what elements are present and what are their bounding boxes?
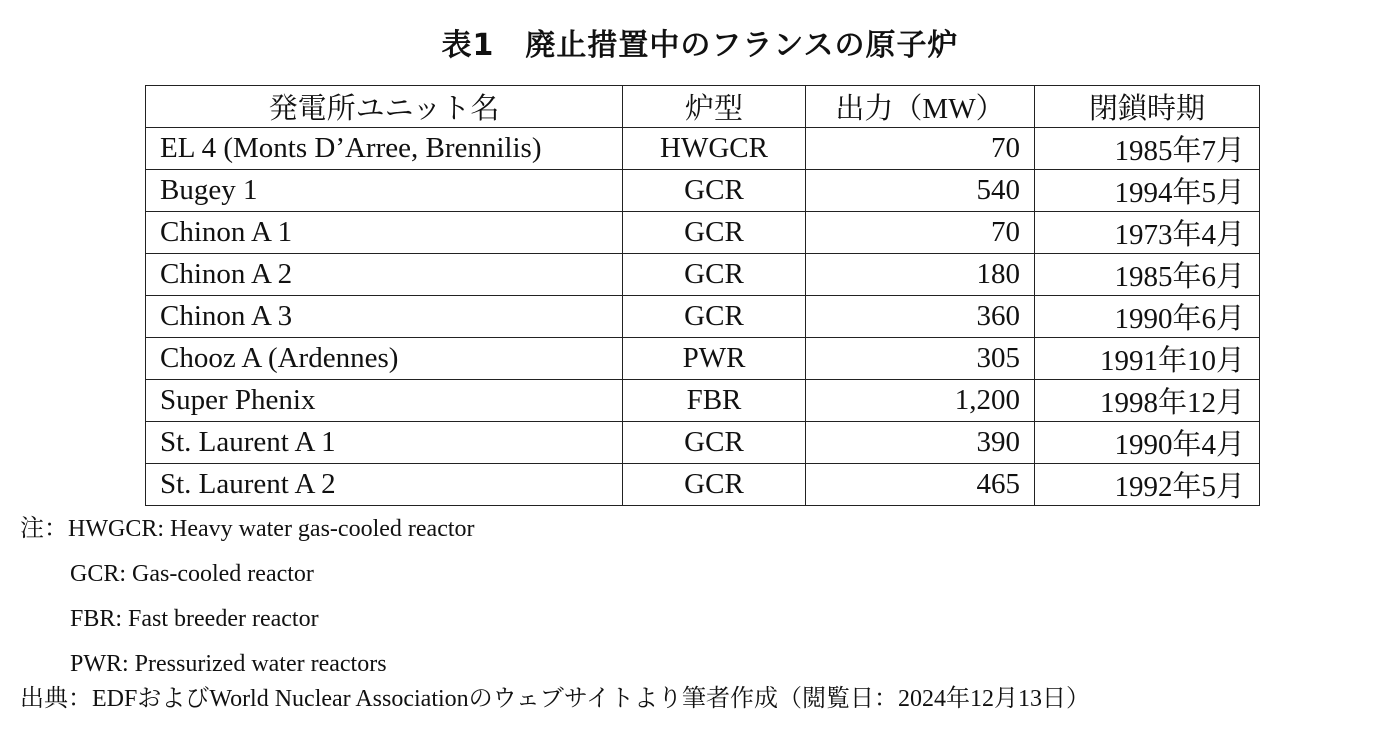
cell-reactor-type: PWR: [623, 338, 806, 380]
cell-output: 540: [806, 170, 1035, 212]
table-row: [146, 296, 1260, 338]
cell-reactor-type: GCR: [623, 254, 806, 296]
cell-reactor-type: HWGCR: [623, 128, 806, 170]
cell-output: 390: [806, 422, 1035, 464]
header-plant-unit: 発電所ユニット名: [146, 86, 623, 128]
table-notes: [20, 507, 475, 687]
note-text: PWR: Pressurized water reactors: [70, 651, 387, 677]
cell-shutdown-date: 1985年7月: [1035, 128, 1260, 170]
cell-output: 70: [806, 212, 1035, 254]
cell-unit-name: Chooz A (Ardennes): [146, 338, 623, 380]
table-row: [146, 380, 1260, 422]
cell-reactor-type: FBR: [623, 380, 806, 422]
header-shutdown-date: 閉鎖時期: [1035, 86, 1260, 128]
cell-reactor-type: GCR: [623, 422, 806, 464]
cell-unit-name: Chinon A 1: [146, 212, 623, 254]
cell-unit-name: St. Laurent A 2: [146, 464, 623, 506]
cell-output: 360: [806, 296, 1035, 338]
table-row: [146, 338, 1260, 380]
table-row: [146, 128, 1260, 170]
cell-output: 465: [806, 464, 1035, 506]
cell-shutdown-date: 1990年6月: [1035, 296, 1260, 338]
cell-shutdown-date: 1998年12月: [1035, 380, 1260, 422]
table-row: [146, 422, 1260, 464]
cell-output: 180: [806, 254, 1035, 296]
cell-shutdown-date: 1994年5月: [1035, 170, 1260, 212]
note-text: FBR: Fast breeder reactor: [70, 606, 319, 632]
notes-prefix: 注：: [20, 516, 68, 542]
cell-unit-name: Bugey 1: [146, 170, 623, 212]
cell-output: 70: [806, 128, 1035, 170]
cell-shutdown-date: 1992年5月: [1035, 464, 1260, 506]
cell-unit-name: St. Laurent A 1: [146, 422, 623, 464]
note-item: [20, 597, 475, 642]
cell-unit-name: Chinon A 2: [146, 254, 623, 296]
table-title: 表1 廃止措置中のフランスの原子炉: [441, 28, 959, 63]
header-reactor-type: 炉型: [623, 86, 806, 128]
table-row: [146, 170, 1260, 212]
note-item: [20, 552, 475, 597]
note-text: HWGCR: Heavy water gas-cooled reactor: [68, 516, 475, 542]
cell-shutdown-date: 1990年4月: [1035, 422, 1260, 464]
table-row: [146, 254, 1260, 296]
note-item: [20, 507, 475, 552]
cell-reactor-type: GCR: [623, 296, 806, 338]
cell-unit-name: Super Phenix: [146, 380, 623, 422]
header-output: 出力（MW）: [806, 86, 1035, 128]
cell-shutdown-date: 1973年4月: [1035, 212, 1260, 254]
cell-shutdown-date: 1985年6月: [1035, 254, 1260, 296]
cell-reactor-type: GCR: [623, 212, 806, 254]
cell-output: 305: [806, 338, 1035, 380]
cell-shutdown-date: 1991年10月: [1035, 338, 1260, 380]
table-row: [146, 464, 1260, 506]
cell-reactor-type: GCR: [623, 170, 806, 212]
reactor-table: [145, 85, 1260, 506]
table-header-row: [146, 86, 1260, 128]
note-text: GCR: Gas-cooled reactor: [70, 561, 314, 587]
cell-unit-name: EL 4 (Monts D’Arree, Brennilis): [146, 128, 623, 170]
source-citation: 出典：EDFおよびWorld Nuclear Associationのウェブサイトより筆者作成（閲覧日：2024年12月13日）: [20, 686, 1091, 712]
cell-unit-name: Chinon A 3: [146, 296, 623, 338]
cell-reactor-type: GCR: [623, 464, 806, 506]
table-row: [146, 212, 1260, 254]
cell-output: 1,200: [806, 380, 1035, 422]
